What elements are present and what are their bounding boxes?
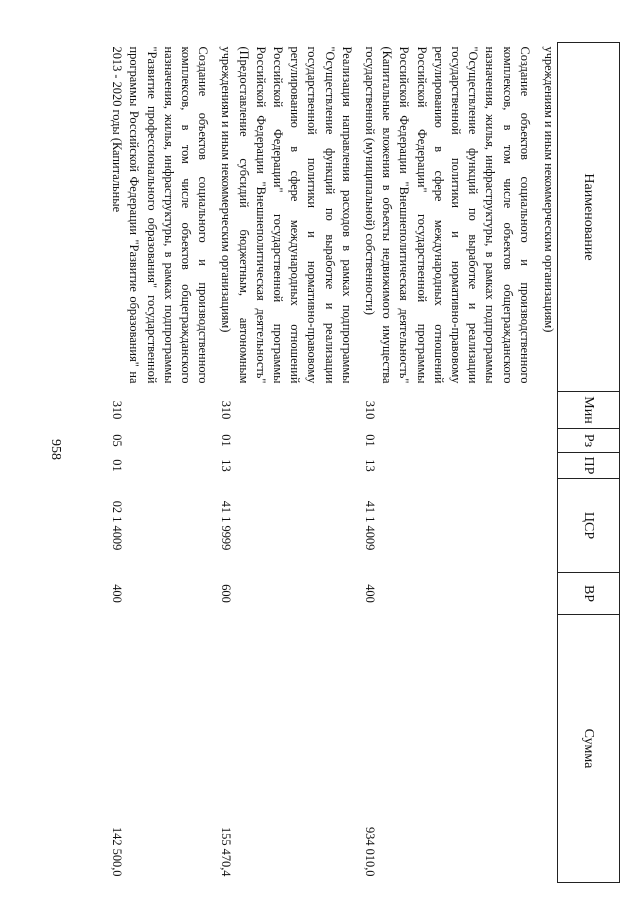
header-sum: Сумма bbox=[558, 615, 620, 883]
row-sum: 155 470,4 bbox=[219, 826, 234, 877]
row-csr: 02 1 4009 bbox=[110, 500, 125, 551]
table-row bbox=[358, 43, 536, 883]
header-min: Мин bbox=[558, 392, 620, 429]
row-min: 310 bbox=[110, 400, 125, 420]
row-pr: 13 bbox=[362, 459, 377, 472]
row-name: Реализация направления расходов в рамках подпрограммы "Осуществление функций по выработке и реализации государственной политики и нормативно-правовому регулированию в сфере международных отношений Российской Федерации" государственной программы Российской Федерации "Внешнеполитическая деятельность" (Предоставление субсидий бюджетным, автономным учреждениям и иным некоммерческим организациям) bbox=[219, 46, 354, 384]
table-row bbox=[108, 43, 214, 883]
table-row bbox=[214, 43, 358, 883]
header-vr: ВР bbox=[558, 573, 620, 615]
rotated-page bbox=[10, 12, 620, 887]
row-sum: 934 010,0 bbox=[362, 826, 377, 877]
row-vr: 400 bbox=[362, 584, 377, 603]
row-csr: 41 1 9999 bbox=[219, 500, 234, 551]
row-name: учреждениям и иным некоммерческим организациям) bbox=[542, 46, 556, 333]
page-number: 958 bbox=[48, 439, 63, 460]
header-name: Наименование bbox=[558, 43, 620, 392]
row-rz: 01 bbox=[362, 434, 377, 447]
row-vr: 400 bbox=[110, 584, 125, 603]
row-sum: 142 500,0 bbox=[110, 826, 125, 877]
budget-table bbox=[108, 42, 620, 883]
row-vr: 600 bbox=[219, 584, 234, 603]
row-min: 310 bbox=[362, 400, 377, 420]
row-min: 310 bbox=[219, 400, 234, 420]
row-rz: 05 bbox=[110, 434, 125, 447]
row-name: Создание объектов социального и производственного комплексов, в том числе объектов общегражданского назначения, жилья, инфраструктуры, в рамках подпрограммы "Развитие профессионального образования" государственной программы Российской Федерации "Развитие образования" на 2013 - 2020 годы (Капитальные bbox=[110, 46, 211, 384]
header-row bbox=[558, 43, 620, 883]
header-csr: ЦСР bbox=[558, 479, 620, 573]
row-pr: 01 bbox=[110, 459, 125, 472]
row-pr: 13 bbox=[219, 459, 234, 472]
table-row bbox=[536, 43, 558, 883]
header-pr: ПР bbox=[558, 453, 620, 479]
row-csr: 41 1 4009 bbox=[362, 500, 377, 551]
header-rz: Рз bbox=[558, 429, 620, 453]
row-name: Создание объектов социального и производственного комплексов, в том числе объектов общегражданского назначения, жилья, инфраструктуры, в рамках подпрограммы "Осуществление функций по выработке и реализации государственной политики и нормативно-правовому регулированию в сфере международных отношений Российской Федерации" государственной программы Российской Федерации "Внешнеполитическая деятельность" (Капитальные вложения в объекты недвижимого имущества государственной (муниципальной) собственности) bbox=[362, 46, 532, 384]
row-rz: 01 bbox=[219, 434, 234, 447]
